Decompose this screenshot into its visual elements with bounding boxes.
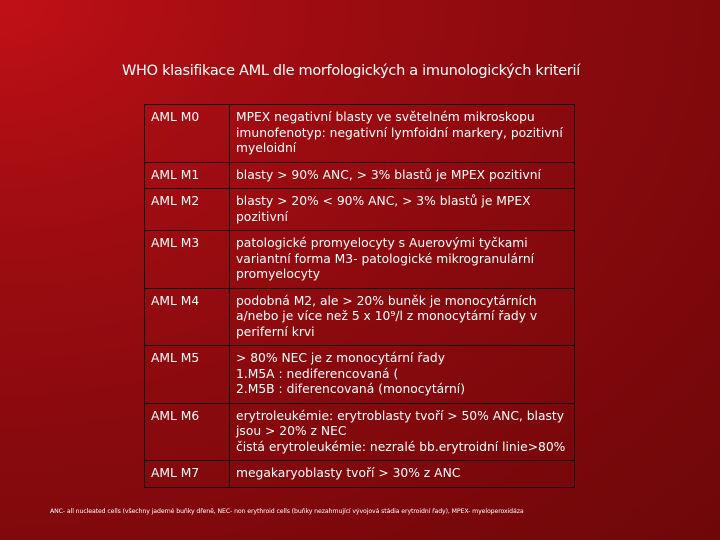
- description-line: imunofenotyp: negativní lymfoidní markery, pozitivní: [236, 125, 563, 140]
- description-line: variantní forma M3- patologické mikrogranulární: [236, 251, 535, 266]
- description-line: pozitivní: [236, 209, 288, 224]
- slide-title: WHO klasifikace AML dle morfologických a imunologických kriterií: [122, 63, 581, 79]
- aml-subtype-code: AML M3: [145, 231, 230, 289]
- aml-subtype-description: [230, 105, 575, 163]
- aml-classification-table: [144, 104, 575, 488]
- aml-table-body: [145, 105, 575, 488]
- description-line: promyelocyty: [236, 267, 321, 281]
- table-row: [145, 162, 575, 189]
- aml-subtype-description: [230, 162, 575, 189]
- description-line: a/nebo je více než 5 x 10⁹/l z monocytární řady v: [236, 309, 538, 323]
- description-line: myeloidní: [236, 141, 297, 155]
- table-row: [145, 189, 575, 231]
- aml-subtype-code: AML M0: [145, 105, 230, 163]
- description-line: blasty > 90% ANC, > 3% blastů je MPEX pozitivní: [236, 167, 541, 182]
- aml-subtype-description: [230, 403, 575, 461]
- aml-subtype-description: [230, 461, 575, 488]
- description-line: 1.M5A : nediferencovaná (: [236, 366, 399, 381]
- aml-subtype-code: AML M1: [145, 162, 230, 189]
- description-line: erytroleukémie: erytroblasty tvoří > 50% ANC, blasty: [236, 408, 564, 423]
- aml-subtype-description: [230, 346, 575, 404]
- footnote: ANC- all nucleated cells (všechny jaderné buňky dřeně, NEC- non erythroid cells (buňky nezahrnující vývojová stádia erytroidní řady), MPEX- myeloperoxidáza: [50, 508, 524, 515]
- table-row: [145, 346, 575, 404]
- description-line: 2.M5B : diferencovaná (monocytární): [236, 382, 466, 396]
- table-row: [145, 403, 575, 461]
- description-line: MPEX negativní blasty ve světelném mikroskopu: [236, 110, 535, 124]
- table-row: [145, 105, 575, 163]
- description-line: > 80% NEC je z monocytární řady: [236, 351, 446, 365]
- aml-subtype-description: [230, 189, 575, 231]
- table-row: [145, 288, 575, 346]
- table-row: [145, 461, 575, 488]
- aml-subtype-description: [230, 231, 575, 289]
- aml-subtype-code: AML M7: [145, 461, 230, 488]
- aml-subtype-code: AML M2: [145, 189, 230, 231]
- description-line: čistá erytroleukémie: nezralé bb.erytroidní linie>80%: [236, 439, 566, 454]
- aml-subtype-code: AML M5: [145, 346, 230, 404]
- aml-subtype-code: AML M6: [145, 403, 230, 461]
- table-row: [145, 231, 575, 289]
- aml-subtype-code: AML M4: [145, 288, 230, 346]
- description-line: patologické promyelocyty s Auerovými tyčkami: [236, 236, 528, 250]
- description-line: megakaryoblasty tvoří > 30% z ANC: [236, 466, 461, 480]
- description-line: podobná M2, ale > 20% buněk je monocytárních: [236, 293, 537, 308]
- aml-subtype-description: [230, 288, 575, 346]
- description-line: blasty > 20% < 90% ANC, > 3% blastů je MPEX: [236, 194, 531, 208]
- description-line: jsou > 20% z NEC: [236, 424, 347, 438]
- description-line: periferní krvi: [236, 324, 315, 339]
